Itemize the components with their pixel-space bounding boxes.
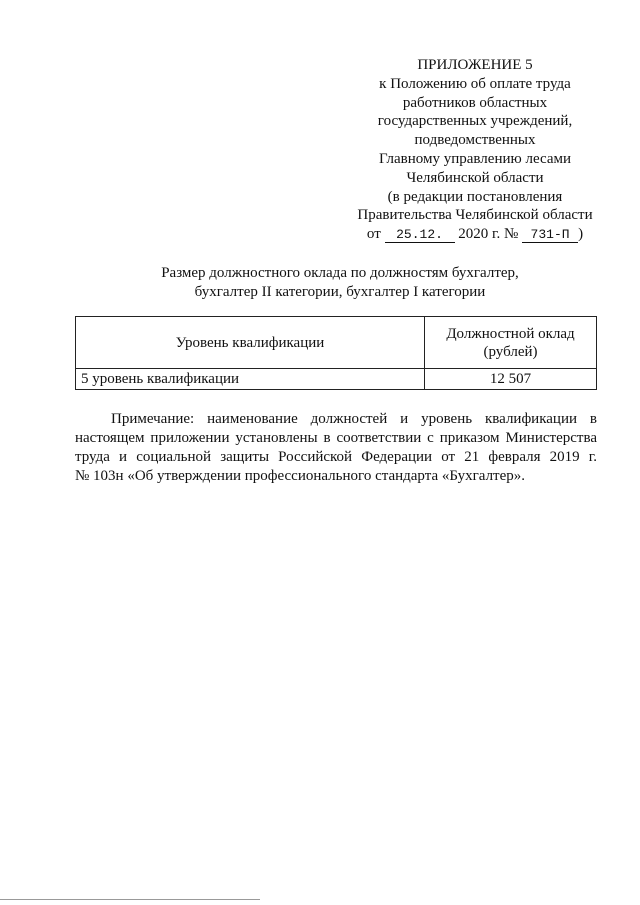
note-line: труда и социальной защиты Российской Федерации от 21 февраля 2019 г. (75, 449, 597, 465)
table-header-row (76, 317, 597, 369)
appendix-line: Челябинской области (406, 169, 544, 186)
date-prefix: от (366, 226, 381, 243)
cell-level: 5 уровень квалификации (76, 369, 425, 390)
note-line: настоящем приложении установлены в соответствии с приказом Министерства (75, 430, 597, 446)
appendix-line: Правительства Челябинской области (357, 207, 593, 224)
appendix-line: к Положению об оплате труда (379, 75, 571, 92)
table-row (76, 369, 597, 390)
closing-paren: ) (578, 226, 584, 243)
header-salary-unit: (рублей) (483, 343, 538, 360)
salary-table (75, 316, 597, 390)
note-line: № 103н «Об утверждении профессионального стандарта «Бухгалтер». (75, 468, 526, 484)
header-cell-salary (425, 317, 597, 369)
title-line: Размер должностного оклада по должностям бухгалтер, (161, 265, 519, 281)
appendix-line: (в редакции постановления (387, 188, 563, 205)
document-title (60, 264, 620, 302)
cell-salary: 12 507 (425, 369, 597, 390)
note-paragraph (75, 410, 597, 486)
header-salary-line: Должностной оклад (446, 325, 575, 342)
appendix-line: работников областных (402, 94, 548, 111)
appendix-line: государственных учреждений, (377, 113, 573, 130)
appendix-date-line (350, 225, 600, 244)
appendix-block (350, 56, 600, 244)
title-line: бухгалтер II категории, бухгалтер I категории (194, 284, 486, 300)
year-text: 2020 г. № (458, 226, 519, 243)
note-line: Примечание: наименование должностей и уровень квалификации в (111, 411, 597, 427)
header-cell-level: Уровень квалификации (76, 317, 425, 369)
appendix-heading: ПРИЛОЖЕНИЕ 5 (417, 57, 533, 73)
appendix-line: подведомственных (414, 132, 536, 149)
decree-number: 731-П (522, 227, 578, 243)
appendix-line: Главному управлению лесами (378, 150, 571, 167)
date-value: 25.12. (385, 227, 455, 243)
scan-artifact-line (0, 899, 260, 900)
